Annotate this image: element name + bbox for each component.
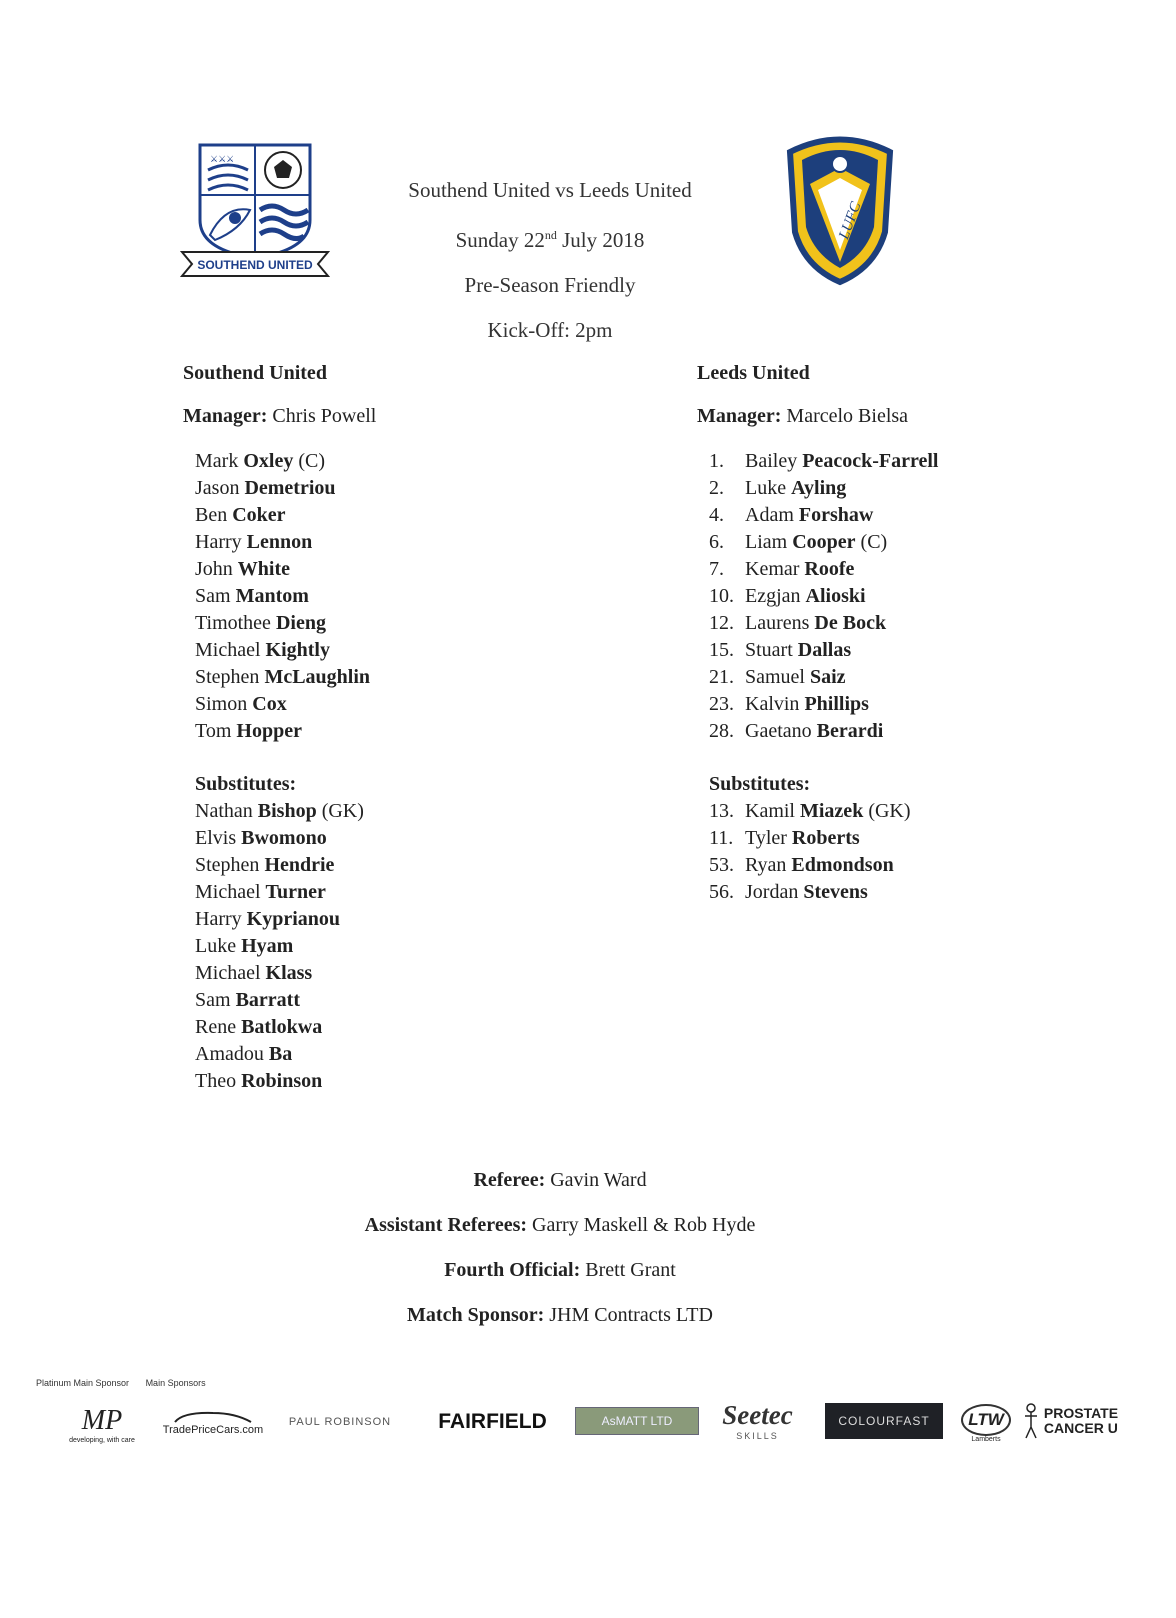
car-icon: [173, 1410, 253, 1424]
away-starting-list: [697, 448, 938, 745]
match-kickoff: Kick-Off: 2pm: [487, 318, 613, 342]
player-first-name: Stuart: [745, 639, 798, 661]
leeds-united-crest-icon: [780, 132, 900, 287]
player-last-name: Dieng: [275, 612, 326, 634]
official-row: [0, 1158, 1120, 1203]
home-subs-player: [195, 1041, 376, 1068]
player-first-name: Rene: [195, 1016, 242, 1038]
official-role: Match Sponsor:: [407, 1304, 545, 1326]
player-last-name: De Bock: [814, 612, 887, 634]
player-first-name: Ben: [195, 504, 233, 526]
squad-number: 4.: [709, 504, 724, 526]
player-last-name: Alioski: [805, 585, 866, 607]
player-first-name: Nathan: [195, 800, 258, 822]
sponsor-labels: [36, 1378, 220, 1388]
home-subs-player: [195, 825, 376, 852]
main-sponsors-label: Main Sponsors: [145, 1378, 206, 1388]
home-starters-player: [195, 637, 376, 664]
prostate-line-2: CANCER U: [1043, 1420, 1118, 1436]
player-first-name: Kalvin: [745, 693, 805, 715]
squad-number: 13.: [709, 800, 734, 822]
seetec-logo: [710, 1395, 805, 1445]
player-first-name: Tyler: [745, 827, 792, 849]
player-last-name: Hopper: [236, 720, 302, 742]
away-substitutes-list: [697, 798, 938, 906]
player-last-name: Peacock-Farrell: [802, 450, 939, 472]
asmatt-text: AsMATT LTD: [601, 1414, 673, 1428]
home-subs-player: [195, 960, 376, 987]
player-last-name: Hendrie: [264, 854, 335, 876]
player-last-name: Hyam: [241, 935, 294, 957]
seetec-text: Seetec: [722, 1399, 793, 1430]
player-last-name: Ayling: [791, 477, 847, 499]
player-first-name: Gaetano: [745, 720, 817, 742]
player-first-name: Sam: [195, 585, 236, 607]
ltw-text: LTW: [961, 1404, 1011, 1436]
home-subs-player: [195, 933, 376, 960]
squad-number: 10.: [709, 585, 734, 607]
asmatt-logo: [575, 1407, 699, 1435]
home-substitutes-list: [183, 798, 376, 1095]
player-last-name: Barratt: [235, 989, 300, 1011]
prostate-cancer-uk-logo: [1020, 1401, 1120, 1441]
player-last-name: Bwomono: [241, 827, 327, 849]
squad-number: 7.: [709, 558, 724, 580]
player-last-name: Batlokwa: [241, 1016, 323, 1038]
official-row: [0, 1293, 1120, 1338]
player-last-name: Stevens: [803, 881, 868, 903]
official-name: Brett Grant: [580, 1259, 676, 1281]
platinum-sponsor-label: Platinum Main Sponsor: [36, 1378, 130, 1388]
player-first-name: Stephen: [195, 854, 265, 876]
away-starters-player: [709, 718, 938, 745]
away-starters-player: [709, 502, 938, 529]
official-role: Referee:: [473, 1169, 546, 1191]
player-last-name: Turner: [265, 881, 326, 903]
officials-block: [0, 1158, 1120, 1338]
match-date-suffix: nd: [544, 228, 557, 242]
player-first-name: Kemar: [745, 558, 805, 580]
player-first-name: Theo: [195, 1070, 242, 1092]
squad-number: 11.: [709, 827, 734, 849]
fairfield-text: FAIRFIELD: [438, 1410, 547, 1433]
player-first-name: Luke: [195, 935, 242, 957]
official-role: Fourth Official:: [444, 1259, 581, 1281]
away-starters-player: [709, 583, 938, 610]
player-first-name: Simon: [195, 693, 253, 715]
away-manager-label: Manager:: [697, 405, 782, 427]
home-manager-label: Manager:: [183, 405, 268, 427]
match-title: Southend United vs Leeds United: [408, 178, 692, 202]
official-name: Gavin Ward: [545, 1169, 647, 1191]
match-date: [370, 213, 730, 263]
player-first-name: John: [195, 558, 238, 580]
official-row: [0, 1203, 1120, 1248]
player-first-name: Timothee: [195, 612, 276, 634]
player-last-name: Kightly: [265, 639, 330, 661]
squad-number: 28.: [709, 720, 734, 742]
home-starters-player: [195, 583, 376, 610]
player-first-name: Adam: [745, 504, 799, 526]
home-starters-player: [195, 475, 376, 502]
home-team-name: Southend United: [183, 362, 327, 384]
player-first-name: Samuel: [745, 666, 810, 688]
player-first-name: Stephen: [195, 666, 265, 688]
player-first-name: Jason: [195, 477, 245, 499]
match-competition: Pre-Season Friendly: [464, 273, 636, 297]
official-name: Garry Maskell & Rob Hyde: [527, 1214, 756, 1236]
player-last-name: Kyprianou: [246, 908, 340, 930]
home-subs-player: [195, 1068, 376, 1095]
home-starters-player: [195, 610, 376, 637]
home-starters-player: [195, 664, 376, 691]
away-team-name: Leeds United: [697, 362, 810, 384]
player-first-name: Luke: [745, 477, 792, 499]
player-last-name: Miazek: [800, 800, 864, 822]
paul-robinson-text: PAUL ROBINSON: [288, 1416, 392, 1428]
home-starters-player: [195, 556, 376, 583]
away-subs-player: [709, 879, 938, 906]
colourfast-logo: [825, 1403, 943, 1439]
away-manager-name: Marcelo Bielsa: [781, 405, 909, 427]
squad-number: 21.: [709, 666, 734, 688]
player-last-name: Phillips: [804, 693, 869, 715]
away-substitutes-heading: Substitutes:: [709, 773, 811, 795]
svg-text:⚔⚔⚔: ⚔⚔⚔: [210, 154, 235, 164]
player-first-name: Liam: [745, 531, 793, 553]
player-first-name: Ryan: [745, 854, 792, 876]
player-last-name: Oxley: [243, 450, 294, 472]
player-last-name: Dallas: [797, 639, 852, 661]
away-team-column: [697, 362, 938, 906]
player-last-name: Saiz: [810, 666, 846, 688]
official-name: JHM Contracts LTD: [544, 1304, 713, 1326]
away-subs-player: [709, 825, 938, 852]
player-first-name: Elvis: [195, 827, 242, 849]
player-last-name: Roofe: [804, 558, 855, 580]
tradepricecars-logo: [158, 1403, 268, 1443]
home-subs-player: [195, 879, 376, 906]
player-last-name: Ba: [268, 1043, 293, 1065]
tradepricecars-text: TradePriceCars.com: [162, 1424, 264, 1436]
player-last-name: Demetriou: [244, 477, 336, 499]
away-subs-player: [709, 798, 938, 825]
away-manager: [697, 405, 938, 428]
ltw-subtext: Lamberts: [971, 1435, 1001, 1443]
away-starters-player: [709, 556, 938, 583]
player-first-name: Mark: [195, 450, 244, 472]
player-last-name: Berardi: [816, 720, 884, 742]
home-subs-player: [195, 798, 376, 825]
prostate-line-1: PROSTATE: [1043, 1405, 1119, 1421]
squad-number: 12.: [709, 612, 734, 634]
player-last-name: Forshaw: [798, 504, 874, 526]
mp-logo-mark: MP: [81, 1404, 123, 1436]
home-starters-player: [195, 448, 376, 475]
player-role: (GK): [316, 800, 364, 822]
southend-banner-text: SOUTHEND UNITED: [197, 258, 313, 272]
player-role: (C): [293, 450, 325, 472]
player-last-name: Klass: [265, 962, 313, 984]
player-first-name: Bailey: [745, 450, 803, 472]
player-first-name: Tom: [195, 720, 237, 742]
official-role: Assistant Referees:: [364, 1214, 528, 1236]
away-starters-player: [709, 448, 938, 475]
fairfield-logo: [425, 1405, 560, 1439]
player-first-name: Michael: [195, 639, 266, 661]
away-starters-player: [709, 637, 938, 664]
squad-number: 6.: [709, 531, 724, 553]
squad-number: 53.: [709, 854, 734, 876]
home-substitutes-heading: Substitutes:: [195, 773, 297, 795]
home-subs-player: [195, 1014, 376, 1041]
player-first-name: Sam: [195, 989, 236, 1011]
player-first-name: Amadou: [195, 1043, 269, 1065]
player-last-name: Cox: [252, 693, 287, 715]
match-header: [370, 168, 730, 353]
squad-number: 56.: [709, 881, 734, 903]
squad-number: 23.: [709, 693, 734, 715]
player-first-name: Ezgjan: [745, 585, 806, 607]
seetec-subtext: SKILLS: [736, 1430, 779, 1441]
squad-number: 1.: [709, 450, 724, 472]
home-starting-list: [183, 448, 376, 745]
player-first-name: Michael: [195, 962, 266, 984]
home-starters-player: [195, 529, 376, 556]
player-last-name: Mantom: [235, 585, 309, 607]
official-row: [0, 1248, 1120, 1293]
sponsor-logos: [30, 1395, 1120, 1455]
away-starters-player: [709, 529, 938, 556]
player-role: (GK): [863, 800, 911, 822]
away-starters-player: [709, 610, 938, 637]
paul-robinson-logo: [275, 1407, 405, 1437]
home-subs-player: [195, 906, 376, 933]
prostate-cancer-uk-text: [1044, 1406, 1118, 1436]
southend-united-crest-icon: [180, 140, 330, 285]
player-first-name: Kamil: [745, 800, 800, 822]
home-starters-player: [195, 502, 376, 529]
player-last-name: Cooper: [792, 531, 856, 553]
ltw-logo: [960, 1395, 1012, 1451]
mp-logo-tagline: developing, with care: [69, 1436, 135, 1444]
player-last-name: Coker: [232, 504, 286, 526]
player-role: (C): [855, 531, 888, 553]
home-manager: [183, 405, 376, 428]
home-team-column: [183, 362, 376, 1095]
player-first-name: Michael: [195, 881, 266, 903]
home-subs-player: [195, 987, 376, 1014]
match-date-rest: July 2018: [556, 228, 645, 252]
player-last-name: Robinson: [241, 1070, 323, 1092]
player-last-name: Bishop: [257, 800, 317, 822]
home-subs-player: [195, 852, 376, 879]
home-starters-player: [195, 691, 376, 718]
away-starters-player: [709, 475, 938, 502]
away-starters-player: [709, 691, 938, 718]
player-first-name: Harry: [195, 908, 247, 930]
home-starters-player: [195, 718, 376, 745]
player-first-name: Jordan: [745, 881, 804, 903]
player-last-name: Edmondson: [791, 854, 894, 876]
squad-number: 2.: [709, 477, 724, 499]
player-last-name: McLaughlin: [264, 666, 371, 688]
mp-logo: [52, 1395, 152, 1453]
player-last-name: Roberts: [791, 827, 860, 849]
player-last-name: Lennon: [246, 531, 313, 553]
squad-number: 15.: [709, 639, 734, 661]
away-subs-player: [709, 852, 938, 879]
player-first-name: Laurens: [745, 612, 815, 634]
leeds-crest-letters: LUFC: [836, 200, 865, 242]
player-last-name: White: [237, 558, 291, 580]
away-starters-player: [709, 664, 938, 691]
colourfast-text: COLOURFAST: [838, 1414, 930, 1428]
player-first-name: Harry: [195, 531, 247, 553]
person-icon: [1022, 1403, 1040, 1439]
match-date-day: Sunday 22: [455, 228, 545, 252]
home-manager-name: Chris Powell: [267, 405, 377, 427]
